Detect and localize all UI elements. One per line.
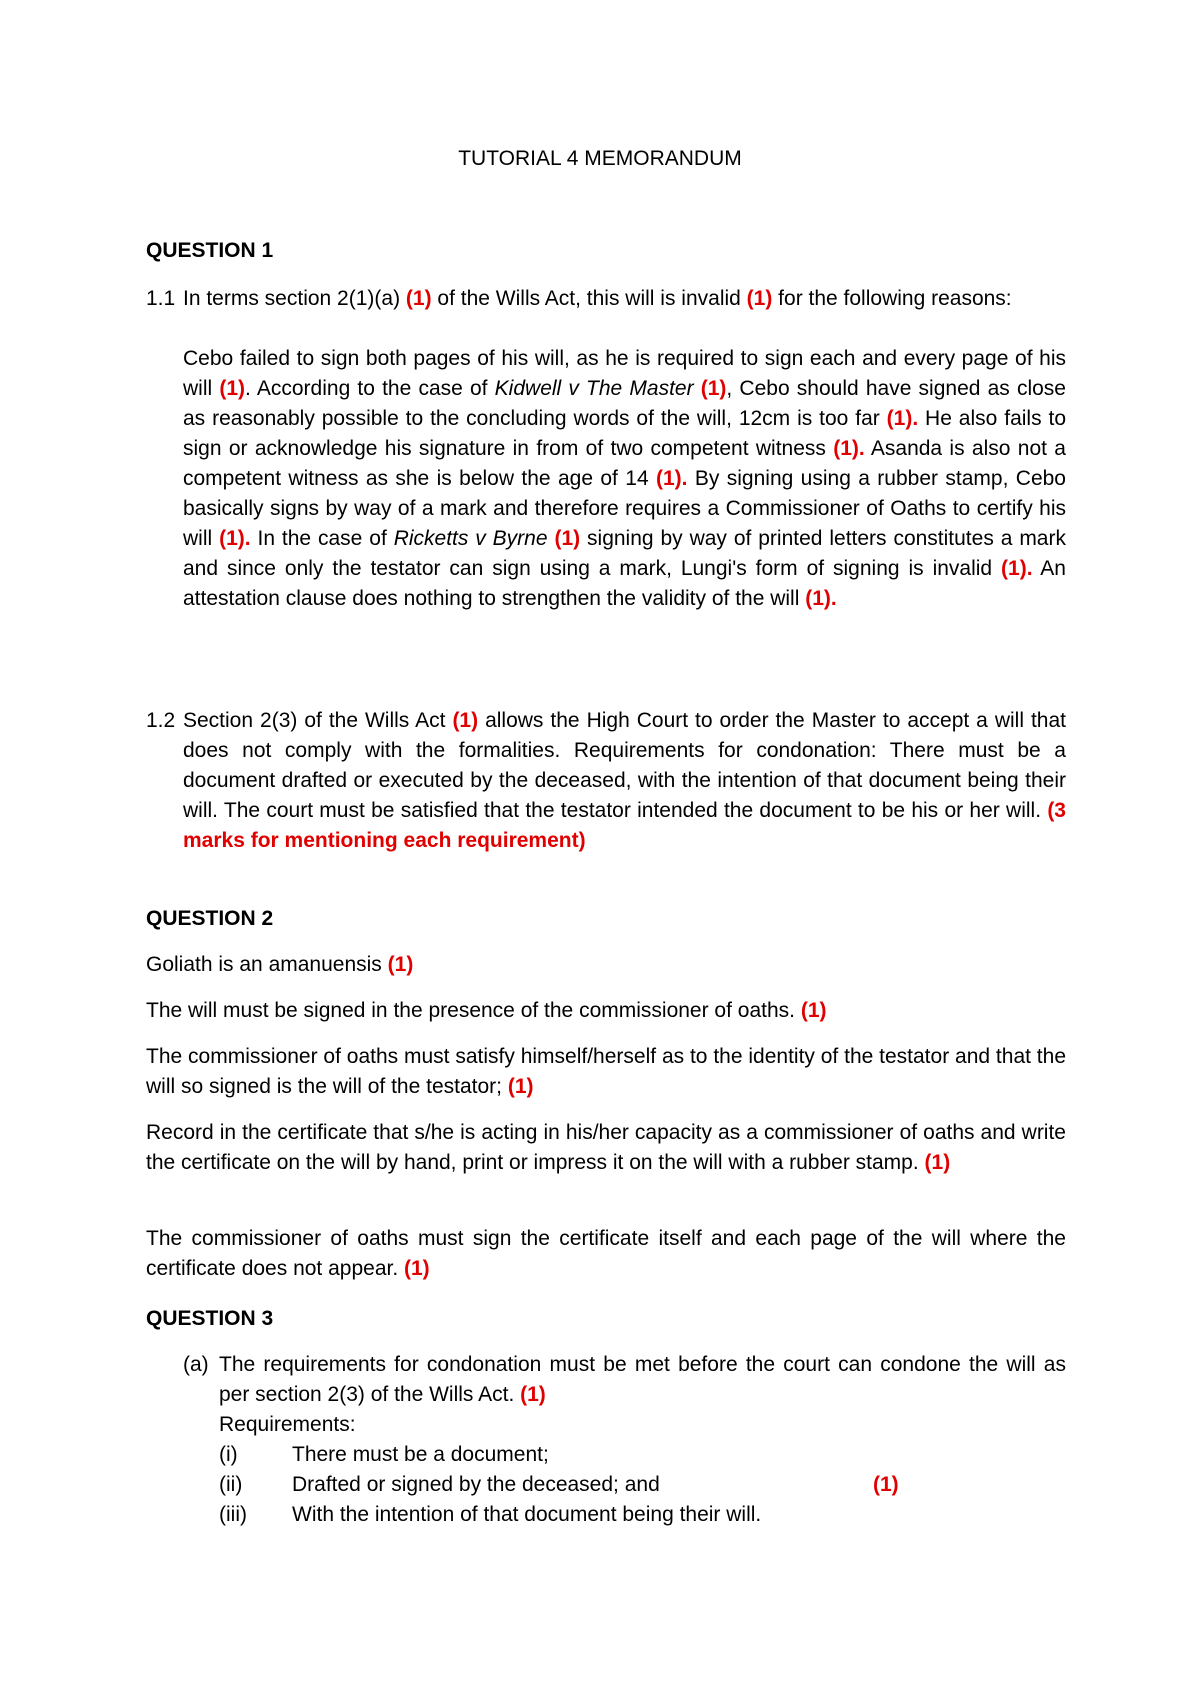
mark: (1) <box>873 1473 899 1496</box>
answer-2-line-5: The commissioner of oaths must sign the certificate itself and each page of the will where the certificate does not appear. (1) <box>146 1227 1066 1280</box>
case-name: Ricketts v Byrne <box>393 527 548 550</box>
mark: (1). <box>805 587 837 610</box>
answer-2-line-2: The will must be signed in the presence of the commissioner of oaths. (1) <box>146 999 827 1022</box>
mark: (1). <box>1001 557 1033 580</box>
mark: (1) <box>387 953 414 976</box>
requirement-item: (i) There must be a document; <box>219 1443 549 1466</box>
mark: (1). <box>833 437 865 460</box>
mark: (1). <box>886 407 919 430</box>
mark: (1) <box>507 1075 534 1098</box>
mark: (1) <box>404 1257 430 1280</box>
mark: (1) <box>800 999 827 1022</box>
answer-1-1-number: 1.1 <box>146 287 176 310</box>
mark: (1) <box>746 287 773 310</box>
question-1-heading: QUESTION 1 <box>146 239 274 262</box>
question-2-heading: QUESTION 2 <box>146 907 274 930</box>
requirement-item: (ii) Drafted or signed by the deceased; and (1) <box>183 1470 1066 1500</box>
answer-1-2: 1.2 Section 2(3) of the Wills Act (1) allows the High Court to order the Master to accept a will that does not comply with the formalities. Requirements for condonation: There must be a document drafted or executed by the deceased, with the intention of that document being their will. The court must be satisfied that the testator intended the document to be his or her will. (3 marks for mentioning each requirement) <box>146 706 1066 856</box>
answer-1-1-intro: In terms section 2(1)(a) (1) of the Wills Act, this will is invalid (1) for the following reasons: <box>183 287 1012 310</box>
requirement-item: (iii) With the intention of that document being their will. <box>219 1503 762 1526</box>
answer-3-a-number: (a) <box>183 1353 209 1376</box>
mark: (1) <box>554 527 581 550</box>
answer-1-1-body: Cebo failed to sign both pages of his will, as he is required to sign each and every page of his will (1). According to the case of Kidwell v The Master (1), Cebo should have signed as close as reasonably possible to the concluding words of the will, 12cm is too far (1). He also fails to sign or acknowledge his signature in from of two competent witness (1). Asanda is also not a competent witness as she is below the age of 14 (1). By signing using a rubber stamp, Cebo basically signs by way of a mark and therefore requires a Commissioner of Oaths to certify his will (1). In the case of Ricketts v Byrne (1) signing by way of printed letters constitutes a mark and since only the testator can sign using a mark, Lungi's form of signing is invalid (1). An attestation clause does nothing to strengthen the validity of the will (1). <box>183 347 1066 610</box>
requirements-label: Requirements: <box>219 1413 356 1436</box>
answer-2-line-1: Goliath is an amanuensis (1) <box>146 953 414 976</box>
answer-2-line-4: Record in the certificate that s/he is acting in his/her capacity as a commissioner of oaths and write the certificate on the will by hand, print or impress it on the will with a rubber stamp. (1) <box>146 1121 1066 1174</box>
mark: (1) <box>219 377 246 400</box>
mark: (1). <box>219 527 251 550</box>
answer-3-a: (a) The requirements for condonation must be met before the court can condone the will as per section 2(3) of the Wills Act. (1) Requirements: (i) There must be a document; (ii) Drafted or signed by the deceased; and (1) (iii) With the intention of that document being their will. <box>183 1350 1066 1530</box>
mark: (1) <box>520 1383 546 1406</box>
case-name: Kidwell v The Master <box>494 377 694 400</box>
mark: (1). <box>656 467 688 490</box>
mark: (1) <box>700 377 727 400</box>
mark: (1) <box>924 1151 951 1174</box>
mark: (1) <box>405 287 432 310</box>
document-title: TUTORIAL 4 MEMORANDUM <box>458 147 742 170</box>
question-3-heading: QUESTION 3 <box>146 1307 274 1330</box>
mark: (1) <box>452 709 479 732</box>
mark-note: (3 marks for mentioning each requirement) <box>183 799 1066 852</box>
answer-1-1 <box>146 284 1066 614</box>
answer-2-line-3: The commissioner of oaths must satisfy himself/herself as to the identity of the testator and that the will so signed is the will of the testator; (1) <box>146 1045 1066 1098</box>
answer-1-2-number: 1.2 <box>146 709 176 732</box>
